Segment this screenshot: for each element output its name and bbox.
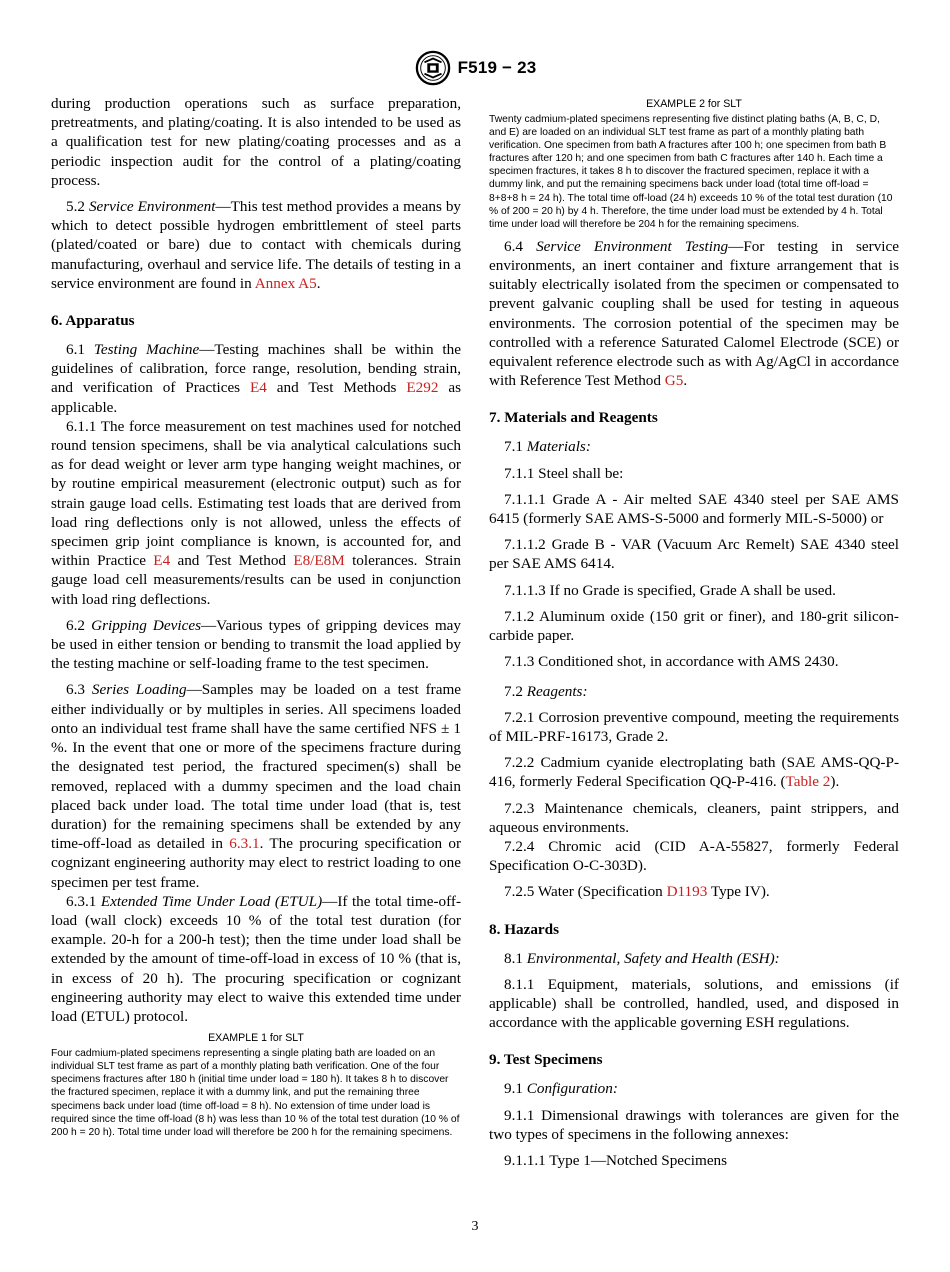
- paragraph-7-2-2: 7.2.2 Cadmium cyanide electroplating bath (SAE AMS-QQ-P-416, formerly Federal Specification QQ-P-416. (Table 2).: [489, 754, 899, 791]
- example-1-title: EXAMPLE 1 for SLT: [208, 1032, 304, 1045]
- standard-designation: F519 − 23: [457, 58, 537, 77]
- subsection-title: Service Environment: [88, 198, 216, 216]
- subsection-title: Materials:: [526, 438, 591, 456]
- example-2-title: EXAMPLE 2 for SLT: [646, 98, 742, 110]
- paragraph-6-4: 6.4 Service Environment Testing—For testing in service environments, an inert container and fixture arrangement that is suitably electrically isolated from the specimen or compensated to prevent galvanic coupling shall be used for testing in aqueous environments. The corrosion potential of the specimen may be controlled with a reference Saturated Calomel Electrode (SCE) or equivalent reference electrode such as with Ag/AgCl in accordance with Reference Test Method G5.: [489, 237, 900, 390]
- section-heading-materials: 7. Materials and Reagents: [489, 409, 658, 427]
- paragraph-5-2: 5.2 Service Environment—This test method provides a means by which to detect possible hydrogen embrittlement of steel parts (plated/coated or bare) due to contact with chemicals during manufacturing, overhaul and service life. The details of testing in a service environment are found in Annex A5.: [51, 198, 462, 292]
- paragraph-9-1: 9.1 Configuration:: [504, 1080, 618, 1098]
- paragraph-7-1-3: 7.1.3 Conditioned shot, in accordance with AMS 2430.: [504, 653, 839, 671]
- example-2-body: Twenty cadmium-plated specimens representing five distinct plating baths (A, B, C, D, and E) are loaded on an individual SLT test frame as part of a monthly plating bath verification. One specimen from bath A fractures after 100 h; one specimen from bath B fractures after 120 h; and one specimen from bath C fractures after 140 h. Each time a specimen fractures, it takes 8 h to discover the fractured specimen, replace it with a dummy link, and put the remaining specimens back under load (total time off-load = 8+8+8 h = 24 h). The total time off-load (24 h) exceeds 10 % of the total test duration (10 % of 200 = 20 h) by 4 h. Therefore, the time under load must be extended by 4 h. Total time under load will therefore be 204 h for the remaining specimens.: [489, 114, 893, 230]
- subsection-title: Configuration:: [526, 1080, 618, 1098]
- section-heading-apparatus: 6. Apparatus: [51, 312, 135, 330]
- paragraph-7-1: 7.1 Materials:: [504, 438, 591, 456]
- paragraph-7-2-4: 7.2.4 Chromic acid (CID A-A-55827, formerly Federal Specification O-C-303D).: [489, 837, 899, 875]
- paragraph-8-1-1: 8.1.1 Equipment, materials, solutions, and emissions (if applicable) shall be controlled, handled, used, and disposed in accordance with the applicable governing ESH regulations.: [489, 975, 899, 1032]
- subsection-title: Testing Machine: [93, 341, 200, 359]
- annex-a5-link[interactable]: Annex A5: [254, 274, 317, 292]
- paragraph-7-1-1-3: 7.1.1.3 If no Grade is specified, Grade A shall be used.: [504, 581, 836, 599]
- paragraph-7-1-1-2: 7.1.1.2 Grade B - VAR (Vacuum Arc Remelt) SAE 4340 steel per SAE AMS 6414.: [489, 536, 899, 573]
- paragraph-7-1-1: 7.1.1 Steel shall be:: [504, 464, 624, 482]
- paragraph-6-1: 6.1 Testing Machine—Testing machines shall be within the guidelines of calibration, force range, resolution, bending strain, and verification of Practices E4 and Test Methods E292 as applicable.: [51, 341, 461, 416]
- subsection-title: Service Environment Testing: [536, 237, 729, 255]
- subsection-title: Series Loading: [91, 681, 187, 699]
- paragraph-7-2-3: 7.2.3 Maintenance chemicals, cleaners, paint strippers, and aqueous environments.: [489, 799, 899, 836]
- left-column: [51, 94, 461, 1145]
- paragraph-6-1-1: 6.1.1 The force measurement on test machines used for notched round tension specimens, shall be via analytical calculations such as for dead weight or lever arm type hanging weight machines, or by routine empirical measurement (electronic output) such as for strain gauge load cells. Estimating test loads that are derived from load ring deflections only is not allowed, unless the effects of specimen grip joint compliance is known, is accounted for, and within Practice E4 and Test Method E8/E8M tolerances. Strain gauge load cell measurements/results can be used in conjunction with load ring deflections.: [51, 417, 461, 608]
- right-column: [489, 94, 899, 1170]
- paragraph-7-2: 7.2 Reagents:: [504, 682, 588, 700]
- astm-logo-icon: [414, 50, 452, 86]
- paragraph-6-3-1: 6.3.1 Extended Time Under Load (ETUL)—If the total time-off-load (wall clock) exceeds 10 % of the total test duration (for example. 20-h for a 200-h test); then the time under load shall be extended by the amount of time-off-load in excess of 10 % (that is, in excess of 20 h). The procuring specification or cognizant engineering authority may elect to waive this extended time under load (ETUL) protocol.: [51, 892, 462, 1025]
- subsection-title: Extended Time Under Load (ETUL): [100, 892, 323, 910]
- section-6-3-1-link[interactable]: 6.3.1: [229, 835, 260, 853]
- paragraph-8-1: 8.1 Environmental, Safety and Health (ESH):: [504, 949, 780, 967]
- table-2-link[interactable]: Table 2: [785, 773, 831, 791]
- example-1-body: Four cadmium-plated specimens representing a single plating bath are loaded on an individual SLT test frame as part of a monthly plating bath verification. One of the four specimens fractures after 180 h (initial time under load = 180 h). It takes 8 h to discover the fractured specimen, replace it with a dummy link, and put the remaining three specimens back under load (time off-load = 8 h). No extension of time under load is required since the time off-load (8 h) was less than 10 % of the total test duration (10 % of 200 h = 20 h). Total time under load will therefore be 200 h for the remaining specimens.: [51, 1048, 460, 1138]
- subsection-title: Environmental, Safety and Health (ESH):: [526, 949, 780, 967]
- subsection-title: Gripping Devices: [91, 616, 201, 634]
- paragraph-5-1-continued: during production operations such as surface preparation, pretreatments, and plating/coating. It is also intended to be used as a qualification test for new plating/coating processes and as a periodic inspection audit for the control of a plating/coating process.: [51, 95, 461, 189]
- d1193-link[interactable]: D1193: [666, 883, 708, 901]
- page-header: [0, 50, 950, 86]
- paragraph-7-2-5: 7.2.5 Water (Specification D1193 Type IV).: [504, 883, 770, 901]
- paragraph-7-1-1-1: 7.1.1.1 Grade A - Air melted SAE 4340 steel per SAE AMS 6415 (formerly SAE AMS-S-5000 and formerly MIL-S-5000) or: [489, 490, 899, 528]
- e8-e8m-link[interactable]: E8/E8M: [293, 552, 345, 570]
- paragraph-7-1-2: 7.1.2 Aluminum oxide (150 grit or finer), and 180-grit silicon-carbide paper.: [489, 607, 899, 645]
- paragraph-7-2-1: 7.2.1 Corrosion preventive compound, meeting the requirements of MIL-PRF-16173, Grade 2.: [489, 708, 899, 745]
- e292-link[interactable]: E292: [406, 379, 439, 397]
- paragraph-9-1-1: 9.1.1 Dimensional drawings with tolerances are given for the two types of specimens in the following annexes:: [489, 1106, 899, 1143]
- e4-link[interactable]: E4: [153, 552, 171, 570]
- g5-link[interactable]: G5: [664, 372, 684, 390]
- page-number: 3: [471, 1219, 479, 1234]
- subsection-title: Reagents:: [526, 682, 588, 700]
- e4-link[interactable]: E4: [250, 379, 267, 397]
- section-heading-test-specimens: 9. Test Specimens: [489, 1051, 603, 1069]
- paragraph-9-1-1-1: 9.1.1.1 Type 1—Notched Specimens: [504, 1151, 728, 1169]
- paragraph-6-3: 6.3 Series Loading—Samples may be loaded on a test frame either individually or by multiples in series. All specimens loaded onto an individual test frame shall have the same certified NFS ± 1 %. In the event that one or more of the specimens fracture during the designated test period, the fractured specimen(s) shall be removed, replaced with a dummy specimen and the load chain placed back under load. The total time under load (that is, test duration) for the remaining specimens shall be extended by any time-off-load as detailed in 6.3.1. The procuring specification or cognizant engineering authority may elect to restrict loading to one specimen per test frame.: [51, 681, 461, 891]
- paragraph-6-2: 6.2 Gripping Devices—Various types of gripping devices may be used in either tension or bending to transmit the load applied by the testing machine or self-loading frame to the test specimen.: [51, 616, 462, 673]
- section-heading-hazards: 8. Hazards: [489, 920, 560, 938]
